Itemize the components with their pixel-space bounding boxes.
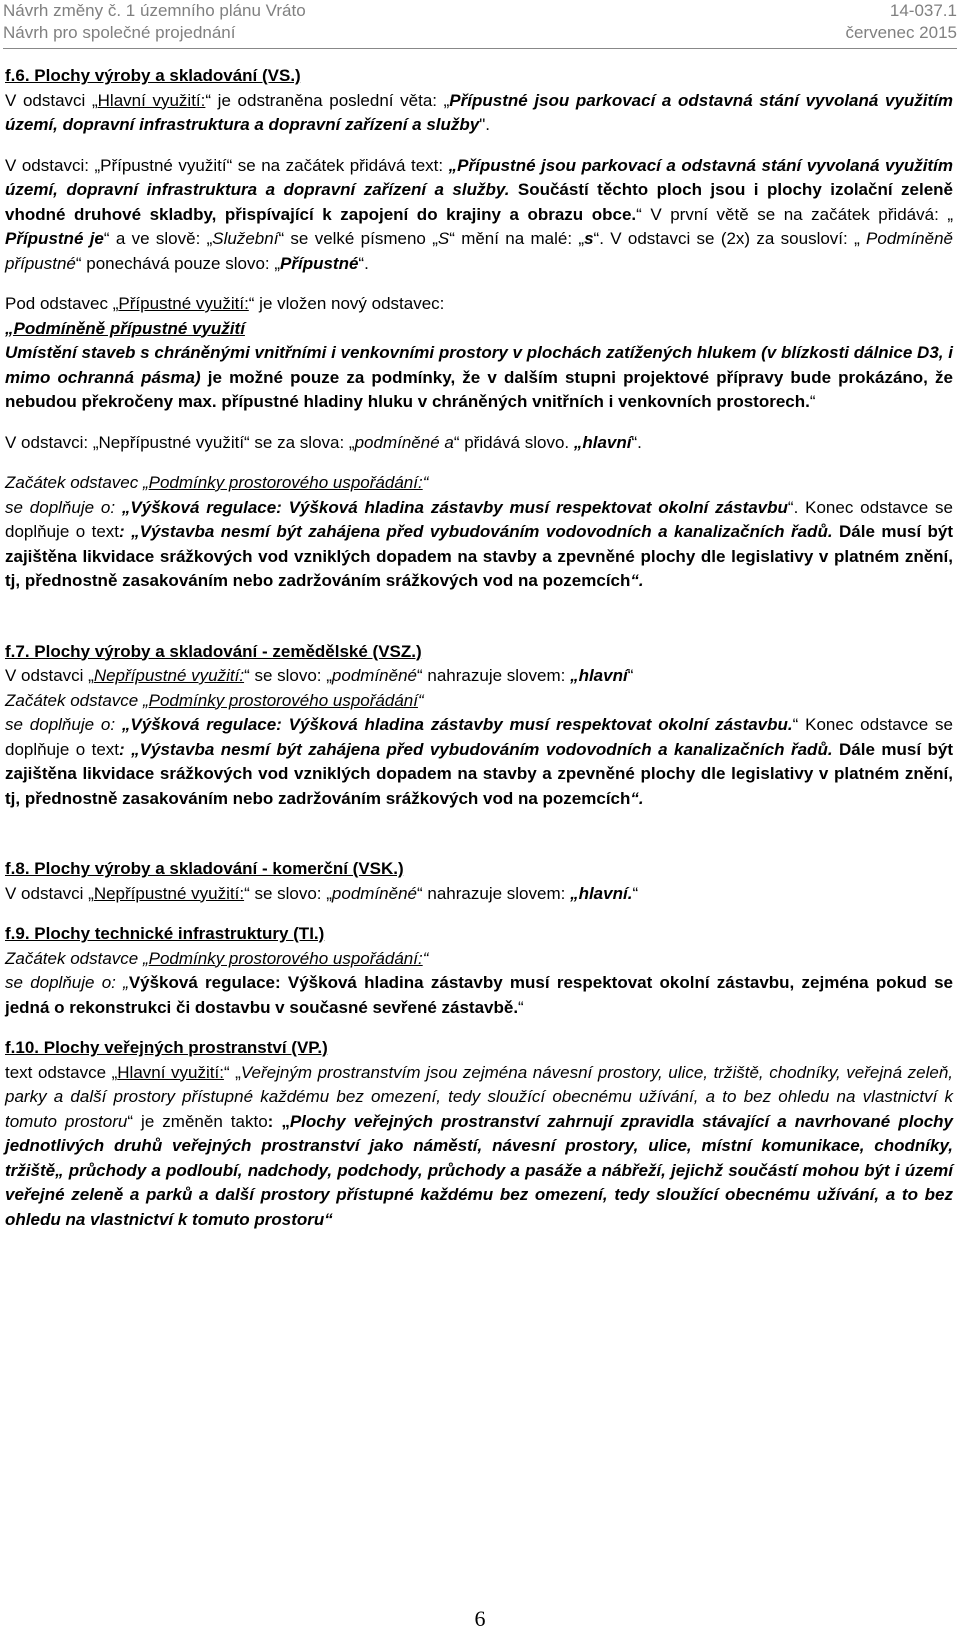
text-span: “ se slovo: „ <box>244 883 332 903</box>
page-number: 6 <box>474 1606 486 1631</box>
text-span: “ nahrazuje slovem: <box>417 883 571 903</box>
paragraph-f6-novy-odstavec <box>5 292 953 317</box>
text-span: “ <box>417 690 424 710</box>
header-row-1 <box>3 0 957 22</box>
text-span: “ <box>627 666 634 685</box>
paragraph-f6-podminky <box>5 496 953 594</box>
text-span: “. <box>631 432 642 452</box>
paragraph-f6-nepripustne <box>5 431 953 456</box>
text-span: “ <box>632 883 639 903</box>
text-span: s <box>584 229 594 248</box>
text-span: V odstavci „ <box>5 883 94 903</box>
document-title: Návrh změny č. 1 územního plánu Vráto <box>3 1 306 20</box>
paragraph-f6-pripustne <box>5 154 953 277</box>
text-span: je možné pouze za podmínky, že v dalším stupni projektové přípravy bude prokázáno, že nebudou překročeny max. přípustné hladiny hluku v chráněných vnitřních i venkovních prostorech. <box>5 367 953 411</box>
text-span: “ ponechává pouze slovo: „ <box>75 253 281 273</box>
text-span: se doplňuje o: „ <box>5 973 129 992</box>
text-span: Veřejným prostranstvím jsou zejména návesní prostory, ulice, tržiště, chodníky, veřejná zeleň, parky a další prostory přístupné každému bez omezení, tedy sloužící obecnému užívání, a to bez ohledu na vlastnictví k tomuto prostoru <box>5 1062 953 1131</box>
text-span: Dále musí být zajištěna likvidace srážkových vod vzniklých dopadem na stavby a zpevněné plochy dle legislativy v platném znění, tj, přednostně zasakováním nebo zadržováním srážkových vod na pozemcích <box>5 739 953 808</box>
text-span: Konec odstavce se doplňuje o text <box>5 715 953 759</box>
text-span: “. <box>787 497 799 517</box>
text-span: „Přípustné jsou parkovací a odstavná stání vyvolaná využitím území, dopravní infrastruktura a dopravní zařízení a služby. <box>5 155 953 199</box>
section-heading-f6: f.6. Plochy výroby a skladování (VS.) <box>5 66 301 85</box>
text-span: „hlavní. <box>570 883 633 903</box>
text-span: “ nahrazuje slovem: <box>417 666 571 685</box>
text-span: “ přidává slovo. <box>453 432 574 452</box>
section-heading-f7: f.7. Plochy výroby a skladování - zemědělské (VSZ.) <box>5 641 422 661</box>
text-span: V odstavci „ <box>5 666 94 685</box>
text-span: Přípustné je <box>5 229 104 248</box>
line-f8-nepripustne <box>5 882 953 907</box>
document-stage: Návrh pro společné projednání <box>3 23 236 42</box>
text-span: “ <box>422 948 429 968</box>
text-span: Plochy veřejných prostranství zahrnují zpravidla stávající a navrhované plochy jednotlivých druhů veřejných prostranství jako náměstí, návesní prostory, ulice, místní komunikace, chodníky, tržiště„ průchody a podloubí, nadchody, podchody, průchody a pasáže a nábřeží, jejichž součástí mohou být i území veřejné zeleně a parků a další prostory přístupné každému bez omezení, tedy sloužící obecnému užívání, a to bez ohledu na vlastnictví k tomuto prostoru <box>5 1111 953 1229</box>
text-span: Dále musí být zajištěna likvidace srážkových vod vzniklých dopadem na stavby a zpevněné plochy dle legislativy v platném znění, tj, přednostně zasakováním nebo zadržováním srážkových vod na pozemcích <box>5 522 953 590</box>
text-span: “ mění na malé: „ <box>449 229 585 248</box>
document-date: červenec 2015 <box>845 23 957 42</box>
text-span: “ a ve slově: „ <box>103 229 213 248</box>
section-heading-f9: f.9. Plochy technické infrastruktury (TI.) <box>5 924 325 943</box>
text-span: “ je odstraněna poslední věta: „ <box>205 90 450 110</box>
header-row-2 <box>3 22 957 44</box>
section-heading-f10: f.10. Plochy veřejných prostranství (VP.) <box>5 1038 328 1057</box>
text-span: “ <box>422 473 429 492</box>
text-span: Přípustné jsou parkovací a odstavná stání vyvolaná využitím území, dopravní infrastruktura a dopravní zařízení a služby <box>5 90 954 134</box>
text-span: Konec odstavce se doplňuje o text <box>5 497 953 541</box>
text-span: podmíněné <box>331 666 417 685</box>
text-span: Umístění staveb s chráněnými vnitřními i venkovními prostory v plochách zatížených hlukem (v blízkosti dálnice D3, i mimo ochranná pásma) <box>5 343 953 387</box>
text-span: V odstavci: „Přípustné využití“ se na začátek přidává text: <box>5 155 449 175</box>
paragraph-f7-podminky <box>5 713 953 811</box>
text-span: Služební <box>212 229 279 248</box>
text-span: : „Výstavba nesmí být zahájena před vybudováním vodovodních a kanalizačních řadů. <box>119 522 833 541</box>
text-span: „Výšková regulace: Výšková hladina zástavby musí respektovat okolní zástavbu <box>121 497 788 517</box>
text-span: Podmínky prostorového uspořádání: <box>148 473 423 492</box>
text-span: Začátek odstavec „ <box>5 473 149 492</box>
text-span: Podmínky prostorového uspořádání: <box>148 948 423 968</box>
text-span: Nepřípustné využití: <box>93 883 245 903</box>
text-span: “ se slovo: „ <box>244 666 332 685</box>
document-body <box>5 64 953 1232</box>
text-span: „hlavní <box>573 432 632 452</box>
paragraph-f10-hlavni <box>5 1061 953 1233</box>
text-span: “. <box>630 788 644 808</box>
text-span: “ V první větě se na začátek přidává: „ <box>636 204 953 224</box>
text-span: “. <box>358 253 369 273</box>
text-span: “ se velké písmeno „ <box>278 229 438 248</box>
text-span: se doplňuje o: <box>5 715 122 734</box>
text-span: Začátek odstavce „ <box>5 690 149 710</box>
paragraph-f6-hluk <box>5 341 953 415</box>
text-span: „hlavní <box>570 666 628 685</box>
text-span: text odstavce „ <box>5 1062 118 1082</box>
text-span: Přípustné <box>280 253 359 273</box>
text-span: “. <box>630 571 644 590</box>
paragraph-f6-hlavni <box>5 89 953 138</box>
text-span: Přípustné využití: <box>118 294 249 313</box>
text-span: “ <box>324 1209 333 1229</box>
text-span: “ <box>792 715 799 734</box>
text-span: podmíněné a <box>354 432 454 452</box>
text-span: S <box>437 229 450 248</box>
text-span: “ <box>518 997 524 1017</box>
text-span: “ „ <box>223 1062 241 1082</box>
text-span: “ je vložen nový odstavec: <box>248 294 445 313</box>
line-f9-podminky <box>5 947 953 972</box>
paragraph-f6-podminky-start <box>5 471 953 496</box>
text-span: „Výšková regulace: Výšková hladina zástavby musí respektovat okolní zástavbu. <box>121 715 793 734</box>
text-span: ". <box>479 115 490 134</box>
page-header <box>3 0 957 49</box>
section-heading-f8: f.8. Plochy výroby a skladování - komerční (VSK.) <box>5 859 404 878</box>
text-span: se doplňuje o: <box>5 497 122 517</box>
text-span: Nepřípustné využití: <box>93 666 245 685</box>
text-span: Výšková regulace: Výšková hladina zástavby musí respektovat okolní zástavbu, zejména pokud se jedná o rekonstrukci či dostavbu v současné sevřené zástavbě. <box>5 973 953 1017</box>
text-span: : „Výstavba nesmí být zahájena před vybudováním vodovodních a kanalizačních řadů. <box>119 739 833 759</box>
text-span: “ <box>809 392 816 411</box>
text-span: Podmíněně přípustné <box>5 229 953 273</box>
paragraph-f9-podminky <box>5 971 953 1020</box>
line-f7-nepripustne <box>5 664 953 689</box>
text-span: Hlavní využití: <box>117 1062 224 1082</box>
text-span: “ je změněn takto <box>127 1111 268 1131</box>
text-span: V odstavci „ <box>5 90 98 110</box>
text-span: Pod odstavec „ <box>5 294 119 313</box>
text-span: “. V odstavci se (2x) za sousloví: „ <box>593 229 867 248</box>
text-span: : „ <box>267 1111 290 1131</box>
text-span: Začátek odstavce „ <box>5 948 149 968</box>
text-span: Součástí těchto ploch jsou i plochy izolační zeleně vhodné druhové skladby, přispívající k zapojení do krajiny a obrazu obce. <box>5 180 953 224</box>
line-f7-podminky <box>5 689 953 714</box>
document-number: 14-037.1 <box>889 1 957 20</box>
subheading-podminene: „Podmíněně přípustné využití <box>5 318 245 338</box>
text-span: podmíněné <box>331 883 417 903</box>
text-span: Hlavní využití: <box>97 90 206 110</box>
text-span: Podmínky prostorového uspořádání <box>148 690 418 710</box>
text-span: V odstavci: „Nepřípustné využití“ se za slova: „ <box>5 432 355 452</box>
